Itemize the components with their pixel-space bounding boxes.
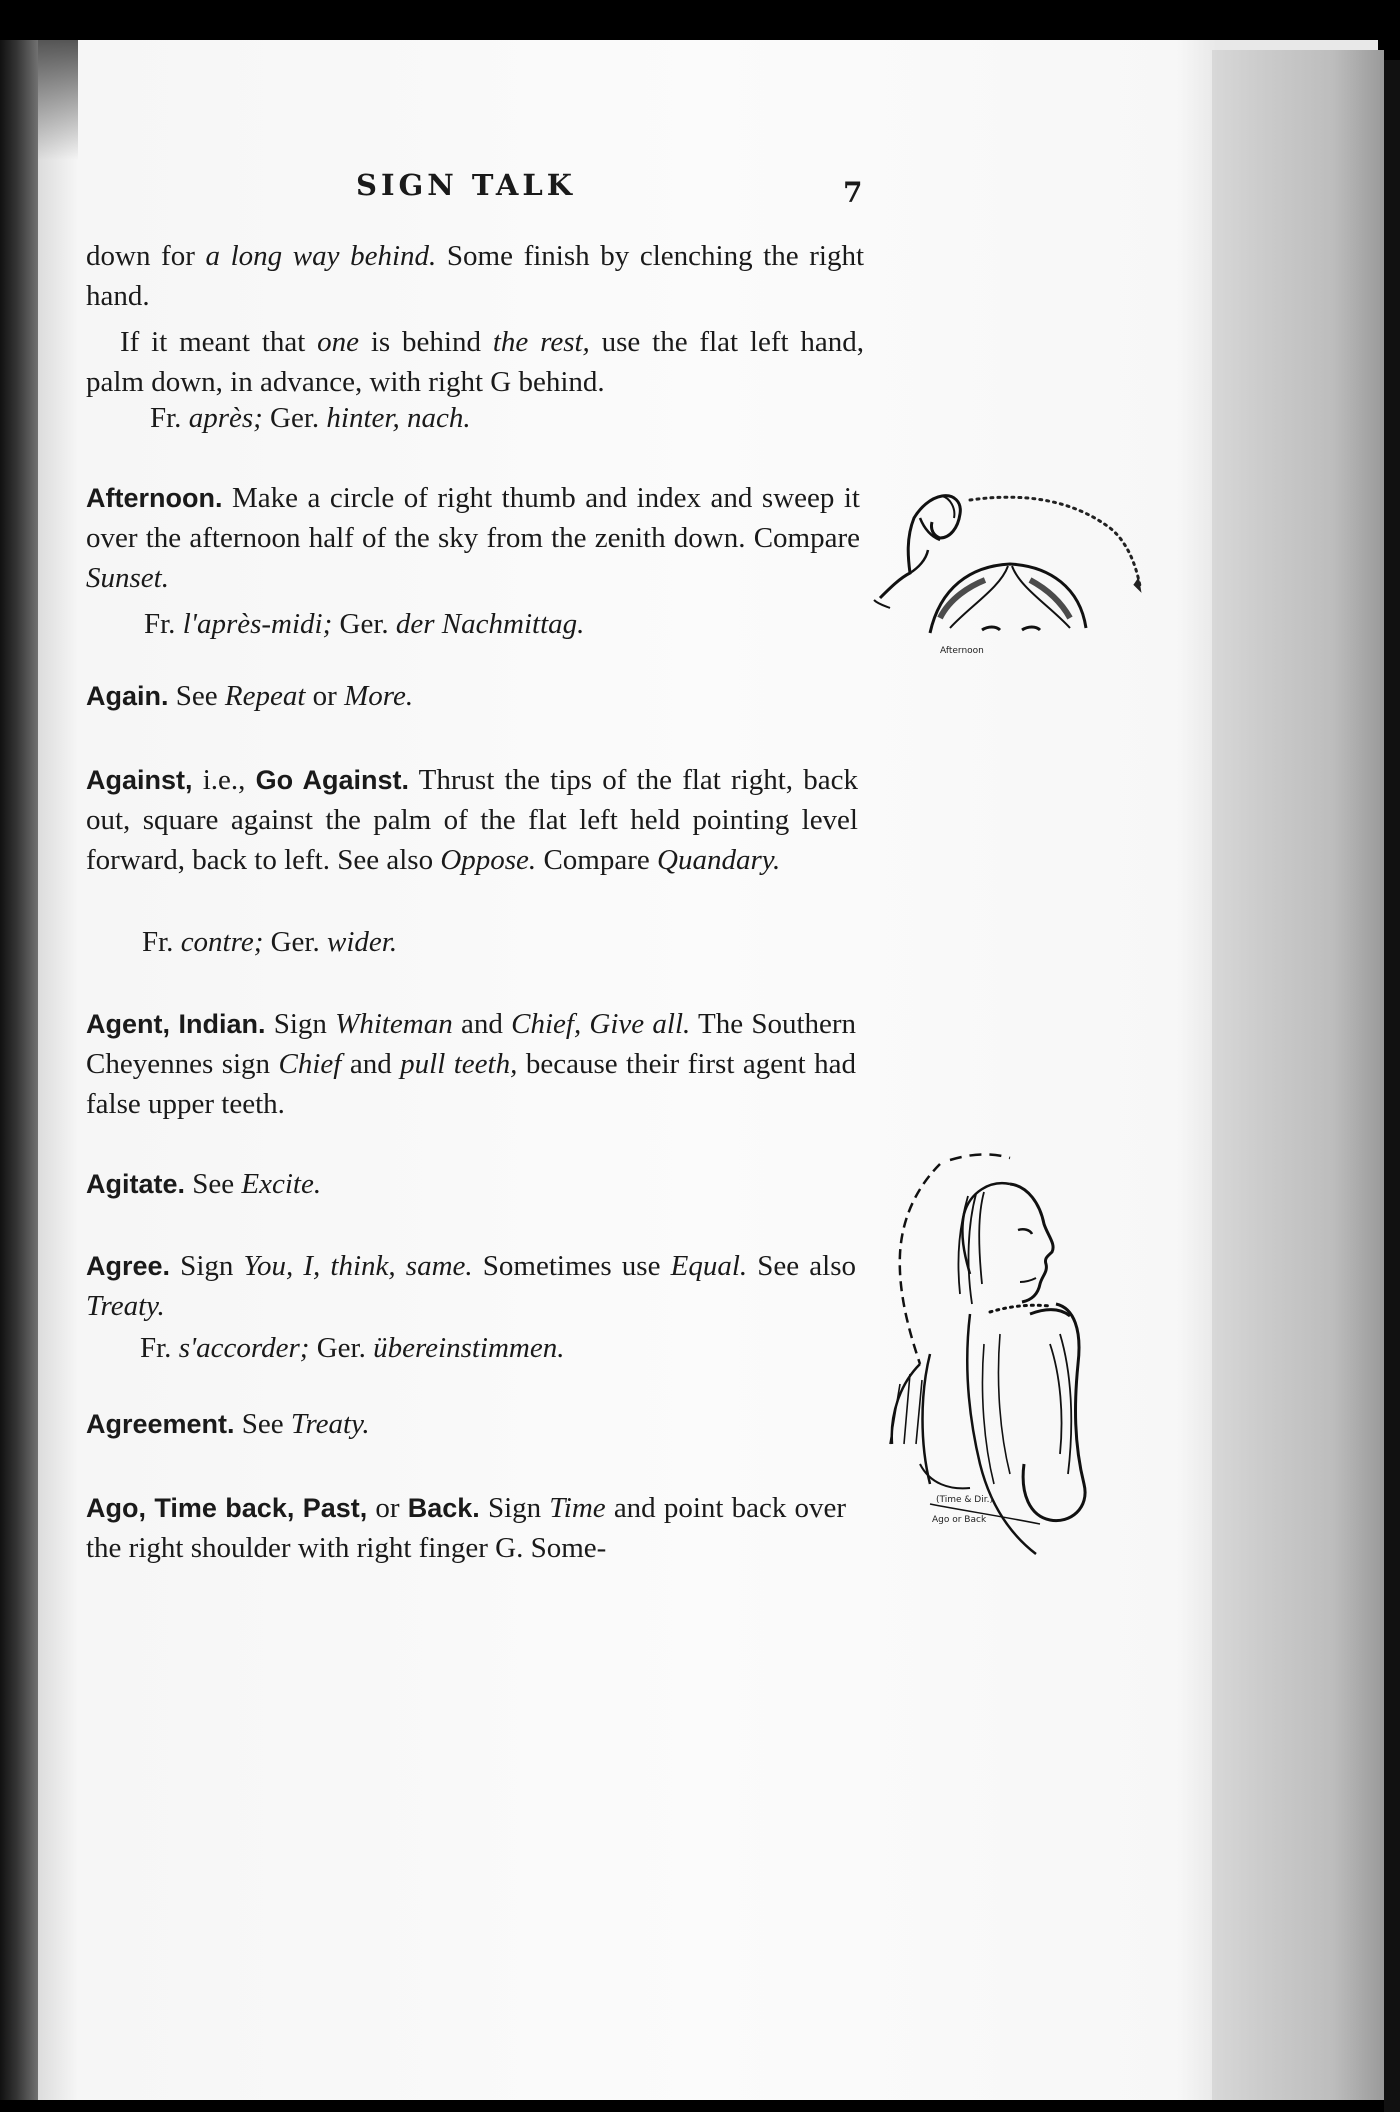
- again-paragraph: Again. See Repeat or More.: [86, 680, 414, 712]
- entry-headword: Agitate.: [86, 1169, 186, 1199]
- agree-translation: Fr. s'accorder; Ger. übereinstimmen.: [140, 1332, 565, 1364]
- entry-afternoon: [86, 478, 860, 598]
- agreement-paragraph: Agreement. See Treaty.: [86, 1408, 370, 1440]
- entry-agree: [86, 1246, 856, 1326]
- agree-paragraph: Agree. Sign You, I, think, same. Sometimes use Equal. See also Treaty.: [86, 1250, 857, 1322]
- book-right-edge: [1384, 60, 1400, 2112]
- entry-agreement: [86, 1404, 866, 1444]
- ago-paragraph: Ago, Time back, Past, or Back. Sign Time and point back over the right shoulder with right finger G. Some-: [86, 1492, 846, 1564]
- against-paragraph: Against, i.e., Go Against. Thrust the tips of the flat right, back out, square against the palm of the flat left held pointing level forward, back to left. See also Oppose. Compare Quandary.: [86, 764, 858, 876]
- continued-paragraph-2: If it meant that one is behind the rest, use the flat left hand, palm down, in advance, with right G behind.: [86, 326, 865, 398]
- agitate-paragraph: Agitate. See Excite.: [86, 1168, 322, 1200]
- entry-headword: Against,: [86, 765, 193, 795]
- continued-translation: Fr. après; Ger. hinter, nach.: [150, 402, 471, 434]
- running-head: SIGN TALK: [356, 168, 576, 202]
- svg-text:Afternoon: Afternoon: [940, 646, 984, 656]
- entry-headword: Agreement.: [86, 1409, 235, 1439]
- agent-paragraph: Agent, Indian. Sign Whiteman and Chief, Give all. The Southern Cheyennes sign Chief and pull teeth, because their first agent had false upper teeth.: [86, 1008, 857, 1120]
- entry-headword: Ago, Time back, Past,: [86, 1493, 368, 1523]
- continued-paragraph: down for a long way behind. Some finish by clenching the right hand.: [86, 240, 864, 312]
- afternoon-illustration: [870, 478, 1170, 678]
- entry-headword: Afternoon.: [86, 483, 223, 513]
- entry-continued: [86, 236, 864, 402]
- ago-illustration: [860, 1144, 1130, 1574]
- entry-headword: Agent, Indian.: [86, 1009, 266, 1039]
- afternoon-paragraph: Afternoon. Make a circle of right thumb and index and sweep it over the afternoon half of the sky from the zenith down. Compare Sunset.: [86, 482, 860, 594]
- entry-ago: [86, 1488, 846, 1568]
- page-shadow: [38, 40, 78, 160]
- svg-text:(Time & Dir.): (Time & Dir.): [936, 1495, 993, 1505]
- entry-agent: [86, 1004, 856, 1124]
- entry-again: [86, 676, 866, 716]
- entry-headword: Agree.: [86, 1251, 171, 1281]
- page-number: 7: [843, 176, 863, 209]
- entry-agitate: [86, 1164, 866, 1204]
- book-right-margin: [1212, 50, 1384, 2100]
- entry-headword: Again.: [86, 681, 169, 711]
- against-translation: Fr. contre; Ger. wider.: [142, 926, 398, 958]
- svg-text:Ago or Back: Ago or Back: [932, 1515, 987, 1525]
- entry-against: [86, 760, 858, 880]
- afternoon-translation: Fr. l'après-midi; Ger. der Nachmittag.: [144, 608, 585, 640]
- book-left-edge: [0, 40, 40, 2100]
